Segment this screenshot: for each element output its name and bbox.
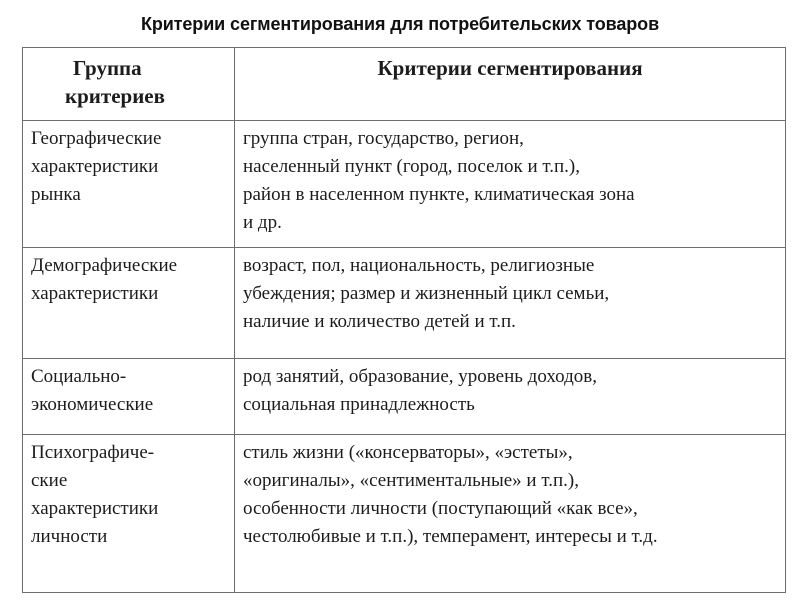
- criteria-line: населенный пункт (город, поселок и т.п.),: [243, 156, 581, 177]
- criteria-line: стиль жизни («консерваторы», «эстеты»,: [243, 442, 573, 463]
- group-line: Демографические: [31, 255, 178, 276]
- criteria-line: социальная принадлежность: [243, 394, 475, 415]
- table-row-geographic: [23, 121, 786, 248]
- group-line: Социально-: [31, 366, 127, 387]
- group-line: экономические: [31, 394, 154, 415]
- group-line: характеристики: [31, 498, 159, 519]
- table-header-row: [23, 48, 786, 121]
- header-group-line: Группа: [73, 56, 142, 80]
- table-row-psychographic: [23, 435, 786, 593]
- header-group-line: критериев: [65, 84, 165, 108]
- criteria-line: род занятий, образование, уровень доходов,: [243, 366, 597, 387]
- criteria-line: убеждения; размер и жизненный цикл семьи,: [243, 283, 610, 304]
- group-cell: [23, 435, 235, 593]
- criteria-line: район в населенном пункте, климатическая зона: [243, 184, 635, 205]
- group-line: рынка: [31, 184, 81, 205]
- criteria-cell: [235, 248, 786, 359]
- group-line: характеристики: [31, 283, 159, 304]
- header-segmentation-criteria: Критерии сегментирования: [235, 48, 786, 121]
- criteria-cell: [235, 359, 786, 435]
- group-cell: [23, 248, 235, 359]
- criteria-line: особенности личности (поступающий «как все»,: [243, 498, 638, 519]
- page-title: Критерии сегментирования для потребительских товаров: [140, 14, 660, 34]
- table-row-socioeconomic: [23, 359, 786, 435]
- group-line: характеристики: [31, 156, 159, 177]
- criteria-line: наличие и количество детей и т.п.: [243, 311, 516, 332]
- group-line: Географические: [31, 128, 162, 149]
- criteria-line: «оригиналы», «сентиментальные» и т.п.),: [243, 470, 579, 491]
- criteria-cell: [235, 121, 786, 248]
- group-line: ские: [31, 470, 68, 491]
- header-group-of-criteria: [23, 48, 235, 121]
- criteria-line: честолюбивые и т.п.), темперамент, интересы и т.д.: [243, 526, 658, 547]
- criteria-line: и др.: [243, 212, 282, 233]
- criteria-cell: [235, 435, 786, 593]
- group-cell: [23, 359, 235, 435]
- criteria-line: группа стран, государство, регион,: [243, 128, 524, 149]
- table-row-demographic: [23, 248, 786, 359]
- criteria-line: возраст, пол, национальность, религиозные: [243, 255, 595, 276]
- group-line: личности: [31, 526, 108, 547]
- group-cell: [23, 121, 235, 248]
- group-line: Психографиче-: [31, 442, 155, 463]
- segmentation-criteria-table: [22, 47, 786, 593]
